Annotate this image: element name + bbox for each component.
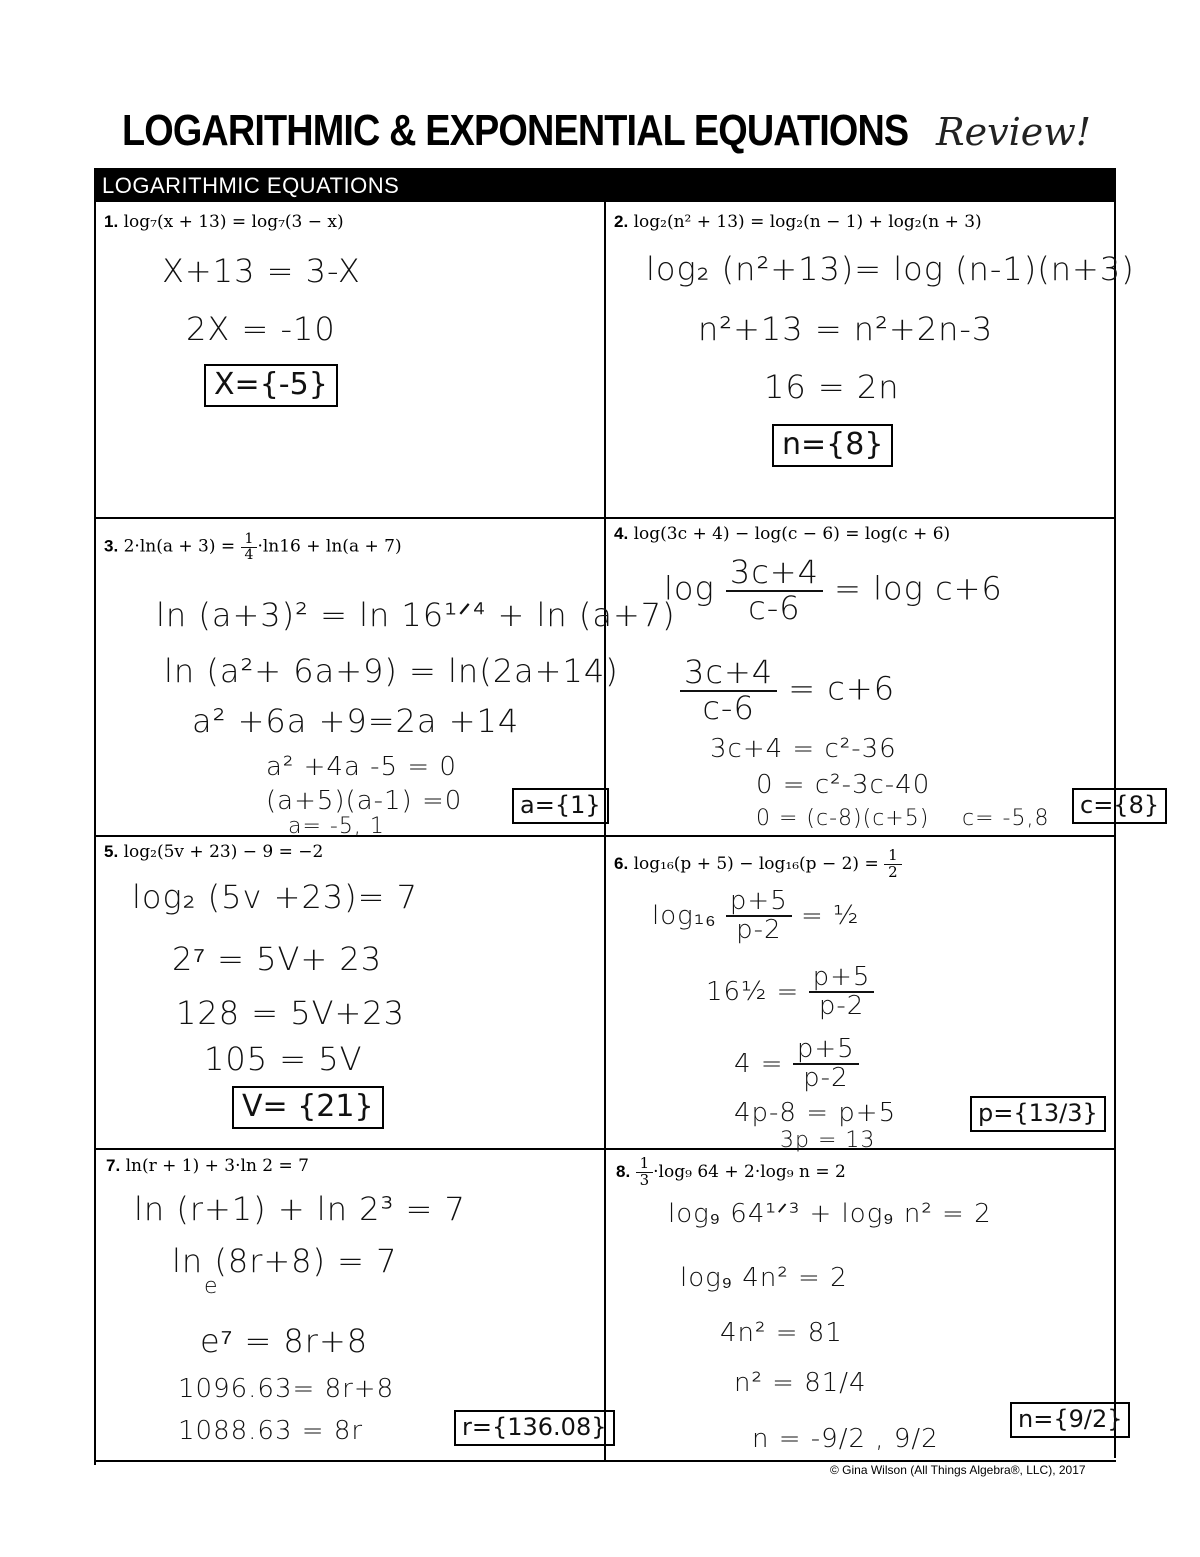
problem-3-work-2: ln (a²+ 6a+9) = ln(2a+14) <box>164 652 619 690</box>
problem-5-work-2: 2⁷ = 5V+ 23 <box>172 940 383 978</box>
problem-1-work-2: 2X = -10 <box>186 310 336 348</box>
problem-8-work-1: log₉ 64¹ᐟ³ + log₉ n² = 2 <box>668 1199 992 1229</box>
problem-7-work-4: e⁷ = 8r+8 <box>200 1322 369 1360</box>
problem-3-answer: a={1} <box>512 788 609 824</box>
section-label: LOGARITHMIC EQUATIONS <box>102 173 400 198</box>
grid-row-divider-2 <box>94 835 1116 837</box>
grid-left-border <box>94 202 96 1465</box>
problem-3-work-5: (a+5)(a-1) =0 <box>266 786 463 816</box>
problem-6-work-5: 3p = 13 <box>780 1128 876 1153</box>
problem-4-work-6: c= -5,8 <box>962 806 1050 831</box>
problem-1-equation: 1. log₇(x + 13) = log₇(3 − x) <box>104 212 344 232</box>
problem-1-work-1: X+13 = 3-X <box>162 252 361 290</box>
problem-6-equation: 6. log₁₆(p + 5) − log₁₆(p − 2) = $\frac{1}{2}$ <box>614 848 902 881</box>
problem-6-work-2: 16½ = $\frac{p+5}{p-2}$ <box>706 964 874 1021</box>
problem-2-equation: 2. log₂(n² + 13) = log₂(n − 1) + log₂(n + 3) <box>614 212 982 232</box>
problem-8-equation: 8. $\frac{1}{3}$ ·log₉ 64 + 2·log₉ n = 2 <box>616 1154 846 1189</box>
problem-8-work-3: 4n² = 81 <box>720 1318 843 1348</box>
problem-2-answer: n={8} <box>772 424 893 467</box>
problem-6-work-4: 4p-8 = p+5 <box>734 1098 897 1128</box>
problem-4-work-4: 0 = c²-3c-40 <box>756 770 931 800</box>
problem-7-work-2: ln (8r+8) = 7 <box>172 1242 398 1280</box>
problem-4-work-2: $\frac{3c+4}{c-6}$ = c+6 <box>680 656 895 725</box>
problem-6-work-3: 4 = $\frac{p+5}{p-2}$ <box>734 1036 859 1093</box>
problem-5-equation: 5. log₂(5v + 23) − 9 = −2 <box>104 842 324 862</box>
problem-2-work-2: n²+13 = n²+2n-3 <box>698 310 994 348</box>
problem-8-work-5: n = -9/2 , 9/2 <box>752 1424 939 1454</box>
problem-7-work-5: 1096.63= 8r+8 <box>178 1374 395 1404</box>
problem-8-answer: n={9/2} <box>1010 1402 1130 1438</box>
problem-6-work-1: log₁₆ $\frac{p+5}{p-2}$ = ½ <box>652 886 860 946</box>
review-note: Review! <box>936 110 1092 154</box>
problem-2-work-3: 16 = 2n <box>764 368 900 406</box>
problem-4-work-5: 0 = (c-8)(c+5) <box>756 806 930 831</box>
grid-row-divider-1 <box>94 517 1116 519</box>
problem-8-work-4: n² = 81/4 <box>734 1368 867 1398</box>
problem-3-work-6: a= -5, 1 <box>288 814 385 839</box>
grid-row-divider-3 <box>94 1148 1116 1150</box>
problem-7-work-6: 1088.63 = 8r <box>178 1416 364 1446</box>
problem-1-answer: X={-5} <box>204 364 338 407</box>
problem-5-work-1: log₂ (5v +23)= 7 <box>132 878 418 916</box>
problem-7-work-1: ln (r+1) + ln 2³ = 7 <box>134 1190 466 1228</box>
copyright: © Gina Wilson (All Things Algebra®, LLC), 2017 <box>830 1463 1086 1477</box>
grid-bottom-border <box>94 1460 1116 1462</box>
grid-center-divider <box>604 202 606 1460</box>
problem-7-answer: r={136.08} <box>454 1410 615 1446</box>
problem-4-equation: 4. log(3c + 4) − log(c − 6) = log(c + 6) <box>614 524 951 544</box>
problem-3-equation: 3. 2·ln(a + 3) = $\frac{1}{4}$ ·ln16 + ln(a + 7) <box>104 531 402 563</box>
problem-8-work-2: log₉ 4n² = 2 <box>680 1263 848 1293</box>
problem-3-work-3: a² +6a +9=2a +14 <box>192 702 520 740</box>
problem-7-work-3: e <box>204 1274 219 1299</box>
problem-4-work-3: 3c+4 = c²-36 <box>710 734 897 764</box>
problem-3-work-4: a² +4a -5 = 0 <box>266 752 457 782</box>
problem-4-work-1: log $\frac{3c+4}{c-6}$ = log c+6 <box>664 553 1003 627</box>
problem-5-work-3: 128 = 5V+23 <box>176 994 406 1032</box>
problem-4-answer: c={8} <box>1072 788 1167 824</box>
section-header <box>94 168 1115 202</box>
problem-7-equation: 7. ln(r + 1) + 3·ln 2 = 7 <box>106 1156 309 1176</box>
problem-5-answer: V= {21} <box>232 1086 384 1129</box>
problem-2-work-1: log₂ (n²+13)= log (n-1)(n+3) <box>646 250 1135 288</box>
problem-6-answer: p={13/3} <box>970 1096 1106 1132</box>
problem-3-work-1: ln (a+3)² = ln 16¹ᐟ⁴ + ln (a+7) <box>156 596 676 634</box>
page-title: LOGARITHMIC & EXPONENTIAL EQUATIONS <box>122 106 909 155</box>
problem-5-work-4: 105 = 5V <box>204 1040 363 1078</box>
